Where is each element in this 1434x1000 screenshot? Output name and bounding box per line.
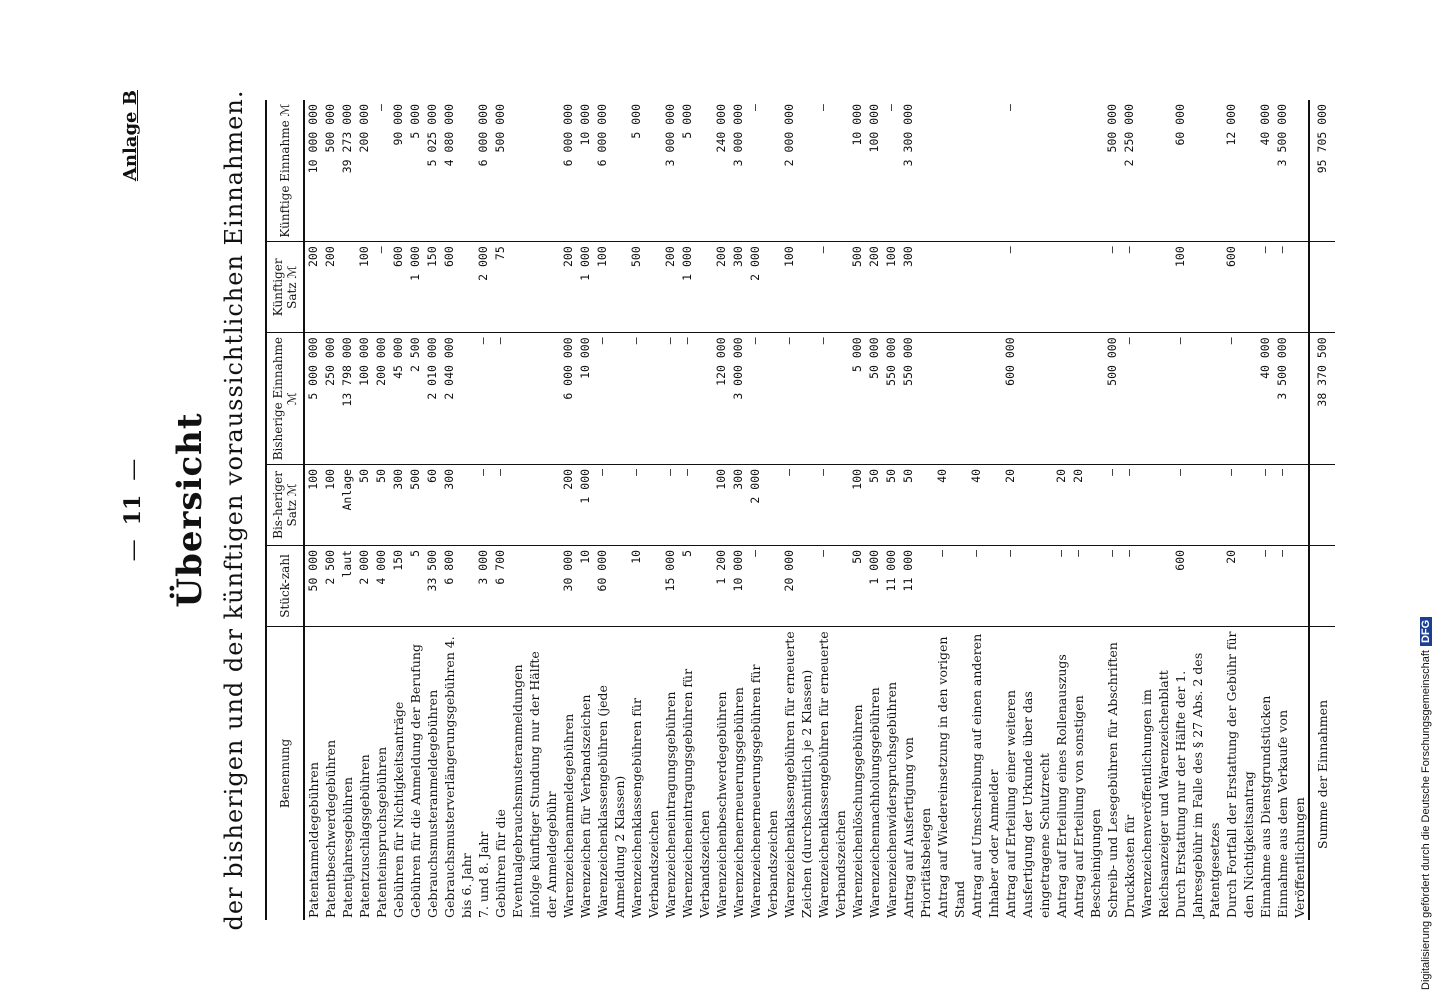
cell-old-rate: 100 (713, 464, 730, 545)
table-row (475, 100, 492, 920)
cell-old-rate: 60 (424, 464, 441, 545)
cell-old-rate: 2 000 (747, 464, 781, 545)
cell-old-income: — (815, 333, 849, 465)
cell-new-income (1070, 100, 1104, 242)
cell-name: Durch Erstattung nur der Hälfte der 1. Jahresgebühr im Falle des § 27 Abs. 2 des Patentgesetzes (1173, 652, 1222, 918)
cell-old-income (968, 333, 1002, 465)
cell-count: 10 000 (730, 545, 747, 626)
table-row (713, 100, 730, 920)
cell-old-income (934, 333, 968, 465)
cell-count: 150 (390, 545, 407, 626)
cell-name: Warenzeichenklassengebühren für erneuerte Zeichen (durchschnittlich je 2 Klassen) (782, 631, 814, 918)
funding-text: Digitalisierung gefördert durch die Deutsche Forschungsgemeinschaft (1420, 650, 1432, 990)
column-header: Künftige Einnahme ℳ (266, 100, 304, 242)
cell-old-income: — (594, 333, 628, 465)
cell-new-income: — (1002, 100, 1053, 242)
rotated-document-page (80, 80, 1380, 940)
cell-old-rate: — (781, 464, 815, 545)
cell-old-income: — (662, 333, 679, 465)
cell-name: Gebühren für Nichtigkeitsanträge (391, 701, 406, 918)
cell-count: 2 500 (322, 545, 339, 626)
column-header: Stück-zahl (266, 545, 304, 626)
table-row (679, 100, 713, 920)
cell-name: Einnahme aus Dienstgrundstücken (1258, 695, 1273, 918)
cell-name: Antrag auf Wiedereinsetzung in den vorigen Stand (935, 636, 967, 918)
cell-count: 11 000 (883, 545, 900, 626)
cell-old-income: 500 000 (1104, 333, 1121, 465)
cell-new-income: — (747, 100, 781, 242)
cell-new-rate: 75 (492, 242, 560, 333)
table-row (1172, 100, 1223, 920)
cell-old-income: 600 000 (1002, 333, 1053, 465)
cell-name: Einnahme aus dem Verkaufe von Veröffentlichungen (1275, 709, 1307, 918)
table-row (781, 100, 815, 920)
cell-new-rate: 600 (390, 242, 407, 333)
cell-old-income: 3 000 000 (730, 333, 747, 465)
cell-name: Patentanmeldegebühren (306, 762, 321, 918)
cell-old-rate: 100 (849, 464, 866, 545)
cell-name: Antrag auf Umschreibung auf einen anderen Inhaber oder Anmelder (969, 633, 1001, 918)
cell-new-income: 39 273 000 (339, 100, 356, 242)
cell-name: Warenzeichenklassengebühren für erneuerte Verbandszeichen (816, 631, 848, 918)
cell-new-income (968, 100, 1002, 242)
cell-name: Warenzeichennachholungsgebühren (867, 687, 882, 918)
cell-name: Warenzeichenerneuerungsgebühren (731, 687, 746, 918)
cell-count: — (815, 545, 849, 626)
cell-old-income: 2 040 000 (441, 333, 475, 465)
cell-new-income: 200 000 (356, 100, 373, 242)
cell-count: 6 800 (441, 545, 475, 626)
cell-old-rate: 300 (441, 464, 475, 545)
cell-count: 20 (1223, 545, 1257, 626)
total-new-income: 95 705 000 (1309, 100, 1335, 242)
cell-new-income: 4 080 000 (441, 100, 475, 242)
cell-new-rate: 2 000 (747, 242, 781, 333)
cell-new-income: 6 000 000 (560, 100, 577, 242)
cell-old-rate: 50 (900, 464, 934, 545)
cell-new-income: 2 250 000 (1121, 100, 1172, 242)
cell-new-income: 3 300 000 (900, 100, 934, 242)
cell-count: — (1121, 545, 1172, 626)
cell-new-rate: 300 (900, 242, 934, 333)
cell-new-income: 60 000 (1172, 100, 1223, 242)
cell-count: — (1070, 545, 1104, 626)
cell-old-income: — (781, 333, 815, 465)
cell-new-income: 40 000 (1257, 100, 1274, 242)
cell-old-rate: — (815, 464, 849, 545)
cell-name: Gebrauchsmusterverlängerungsgebühren 4. bis 6. Jahr (442, 636, 474, 918)
cell-new-rate: — (815, 242, 849, 333)
table-row (356, 100, 373, 920)
cell-old-income: 550 000 (900, 333, 934, 465)
cell-count: — (934, 545, 968, 626)
cell-new-rate: 200 (322, 242, 339, 333)
cell-old-rate: Anlage (339, 464, 356, 545)
cell-new-income: 2 000 000 (781, 100, 815, 242)
cell-old-income: — (747, 333, 781, 465)
cell-new-rate: 100 (356, 242, 373, 333)
cell-old-income: — (1223, 333, 1257, 465)
cell-name: Gebühren für die Eventualgebrauchsmusteranmeldungen infolge künftiger Stundung nur der Hälfte der Anmeldegebühr (493, 651, 559, 918)
cell-new-rate: 200 (560, 242, 577, 333)
cell-new-rate: 600 (1223, 242, 1257, 333)
cell-new-rate: 300 (730, 242, 747, 333)
table-row (883, 100, 900, 920)
table-row (1121, 100, 1172, 920)
table-row (577, 100, 594, 920)
cell-name: Warenzeichenklassengebühren (jede Anmeldung 2 Klassen) (595, 685, 627, 918)
column-header: Benennung (266, 626, 304, 920)
cell-new-income: 5 025 000 (424, 100, 441, 242)
cell-new-income: 5 000 (628, 100, 662, 242)
table-row (849, 100, 866, 920)
table-row (815, 100, 849, 920)
cell-new-income: 240 000 (713, 100, 730, 242)
table-header-row (266, 100, 304, 920)
cell-count: 2 000 (356, 545, 373, 626)
cell-name: Antrag auf Erteilung eines Rollenauszugs (1054, 654, 1069, 918)
cell-old-income: 5 000 000 (304, 333, 322, 465)
cell-new-rate (1070, 242, 1104, 333)
cell-old-rate: 500 (407, 464, 424, 545)
cell-name: Warenzeichenlöschungsgebühren (850, 704, 865, 918)
cell-count: 60 000 (594, 545, 628, 626)
cell-old-income: 550 000 (883, 333, 900, 465)
table-row (662, 100, 679, 920)
cell-old-rate: 100 (304, 464, 322, 545)
cell-new-income (934, 100, 968, 242)
total-row (1309, 100, 1335, 920)
table-row (968, 100, 1002, 920)
cell-new-rate: 1 000 (577, 242, 594, 333)
cell-old-rate: — (1223, 464, 1257, 545)
cell-new-rate: 200 (866, 242, 883, 333)
cell-count: 33 500 (424, 545, 441, 626)
column-header: Bisherige Einnahme ℳ (266, 333, 304, 465)
cell-new-rate: 100 (1172, 242, 1223, 333)
cell-old-income: — (1172, 333, 1223, 465)
document-title: Übersicht (170, 412, 210, 608)
total-old-income: 38 370 500 (1309, 333, 1335, 465)
cell-old-rate: — (662, 464, 679, 545)
cell-new-rate: — (1002, 242, 1053, 333)
cell-old-income: 6 000 000 (560, 333, 577, 465)
cell-name: Gebühren für die Anmeldung der Berufung (408, 644, 423, 918)
cell-old-income: 2 010 000 (424, 333, 441, 465)
cell-count: 30 000 (560, 545, 577, 626)
cell-count: 3 000 (475, 545, 492, 626)
cell-old-income: 120 000 (713, 333, 730, 465)
cell-count: 6 700 (492, 545, 560, 626)
total-label: Summe der Einnahmen (1309, 626, 1335, 920)
dfg-logo: DFG (1420, 617, 1432, 646)
cell-count: 50 000 (304, 545, 322, 626)
cell-new-rate: 500 (628, 242, 662, 333)
table-row (1274, 100, 1309, 920)
cell-new-income: 500 000 (1104, 100, 1121, 242)
cell-name: Antrag auf Erteilung einer weiteren Ausfertigung der Urkunde über das eingetragene Schutzrecht (1003, 690, 1052, 918)
cell-count: 4 000 (373, 545, 390, 626)
table-row (1053, 100, 1070, 920)
table-row (730, 100, 747, 920)
cell-name: Warenzeichenwiderspruchsgebühren (884, 681, 899, 918)
cell-old-rate: 50 (866, 464, 883, 545)
table-row (1002, 100, 1053, 920)
cell-new-income: 500 000 (322, 100, 339, 242)
cell-name: Warenzeichen für Verbandszeichen (578, 694, 593, 918)
cell-old-income: — (628, 333, 662, 465)
cell-old-rate: 50 (356, 464, 373, 545)
table-row (407, 100, 424, 920)
cell-count: — (1257, 545, 1274, 626)
cell-name: Gebrauchsmusteranmeldegebühren (425, 689, 440, 918)
cell-old-rate: 200 (560, 464, 577, 545)
table-row (1223, 100, 1257, 920)
cell-new-income: 90 000 (390, 100, 407, 242)
cell-count: — (747, 545, 781, 626)
table-row (304, 100, 322, 920)
cell-old-income: 200 000 (373, 333, 390, 465)
cell-new-income (1053, 100, 1070, 242)
cell-name: Patenteinspruchsgebühren (374, 746, 389, 918)
cell-new-rate: 500 (849, 242, 866, 333)
cell-new-income: 10 000 000 (304, 100, 322, 242)
cell-count: — (1002, 545, 1053, 626)
cell-name: Antrag auf Ausfertigung von Prioritätsbelegen (901, 737, 933, 918)
cell-name: Warenzeichenbeschwerdegebühren (714, 691, 729, 918)
cell-name: Warenzeichenanmeldegebühren (561, 713, 576, 918)
cell-name: Warenzeichenklassengebühren für Verbandszeichen (629, 698, 661, 918)
cell-new-income: 3 000 000 (662, 100, 679, 242)
cell-old-rate: 20 (1070, 464, 1104, 545)
cell-new-income: 6 000 000 (594, 100, 628, 242)
cell-name: Schreib- und Lesegebühren für Abschriften (1105, 642, 1120, 918)
cell-count: 10 (577, 545, 594, 626)
cell-old-income: 3 500 000 (1274, 333, 1309, 465)
cell-count: — (1104, 545, 1121, 626)
cell-name: 7. und 8. Jahr (476, 831, 491, 918)
table-row (492, 100, 560, 920)
cell-new-rate (339, 242, 356, 333)
document-subtitle: der bisherigen und der künftigen voraussichtlichen Einnahmen. (220, 89, 248, 931)
cell-old-rate: 1 000 (577, 464, 594, 545)
cell-new-rate: 200 (713, 242, 730, 333)
cell-old-rate: — (594, 464, 628, 545)
cell-count: — (1274, 545, 1309, 626)
cell-old-rate: 40 (968, 464, 1002, 545)
cell-count: 50 (849, 545, 866, 626)
cell-new-rate: — (1257, 242, 1274, 333)
cell-new-income: 10 000 (849, 100, 866, 242)
cell-old-income: 45 000 (390, 333, 407, 465)
annex-label: Anlage B (120, 90, 141, 182)
cell-old-income: 13 798 000 (339, 333, 356, 465)
cell-old-rate: 300 (730, 464, 747, 545)
cell-old-rate: 50 (883, 464, 900, 545)
table-row (900, 100, 934, 920)
cell-name: Druckkosten für Warenzeichenveröffentlichungen im Reichsanzeiger und Warenzeichenblatt (1122, 670, 1171, 918)
cell-new-income: 5 000 (679, 100, 713, 242)
cell-count: 600 (1172, 545, 1223, 626)
page-number: —11— (120, 458, 146, 562)
cell-new-rate (1053, 242, 1070, 333)
cell-new-rate: — (1274, 242, 1309, 333)
cell-old-income (1070, 333, 1104, 465)
cell-count: — (968, 545, 1002, 626)
cell-old-income (1053, 333, 1070, 465)
cell-count: laut (339, 545, 356, 626)
table-row (628, 100, 662, 920)
cell-old-rate: — (492, 464, 560, 545)
table-row (373, 100, 390, 920)
cell-count: 10 (628, 545, 662, 626)
cell-count: 1 200 (713, 545, 730, 626)
cell-new-income: 3 500 000 (1274, 100, 1309, 242)
cell-count: 15 000 (662, 545, 679, 626)
cell-new-rate (934, 242, 968, 333)
table-row (1104, 100, 1121, 920)
cell-old-income: — (492, 333, 560, 465)
cell-count: 11 000 (900, 545, 934, 626)
cell-new-income: 100 000 (866, 100, 883, 242)
cell-old-income: 250 000 (322, 333, 339, 465)
cell-count: 5 (679, 545, 713, 626)
table-row (1257, 100, 1274, 920)
cell-old-rate: — (1257, 464, 1274, 545)
cell-old-rate: — (628, 464, 662, 545)
cell-old-rate: 100 (322, 464, 339, 545)
cell-new-rate: 150 (424, 242, 441, 333)
cell-new-rate: 200 (662, 242, 679, 333)
cell-new-rate: 1 000 (407, 242, 424, 333)
cell-new-rate: — (373, 242, 390, 333)
cell-old-rate: 20 (1002, 464, 1053, 545)
cell-name: Durch Fortfall der Erstattung der Gebühr für den Nichtigkeitsantrag (1224, 631, 1256, 918)
cell-new-income: — (373, 100, 390, 242)
cell-old-rate: — (1104, 464, 1121, 545)
table-row (441, 100, 475, 920)
cell-name: Patentzuschlagsgebühren (357, 754, 372, 918)
cell-new-income: 500 000 (492, 100, 560, 242)
cell-old-income: — (475, 333, 492, 465)
revenue-table (265, 100, 1335, 920)
cell-new-income: 6 000 000 (475, 100, 492, 242)
cell-old-income: 10 000 (577, 333, 594, 465)
cell-new-rate: 2 000 (475, 242, 492, 333)
cell-old-rate: 50 (373, 464, 390, 545)
cell-old-rate: — (1121, 464, 1172, 545)
table-row (747, 100, 781, 920)
cell-name: Patentbeschwerdegebühren (323, 739, 338, 918)
table-row (594, 100, 628, 920)
cell-old-rate: — (1172, 464, 1223, 545)
cell-old-income: 100 000 (356, 333, 373, 465)
cell-new-rate: 200 (304, 242, 322, 333)
cell-name: Warenzeicheneintragungsgebühren für Verbandszeichen (680, 668, 712, 918)
table-row (322, 100, 339, 920)
cell-old-rate: 300 (390, 464, 407, 545)
table-row (424, 100, 441, 920)
table-row (390, 100, 407, 920)
cell-new-rate: — (1121, 242, 1172, 333)
cell-new-rate: 1 000 (679, 242, 713, 333)
cell-name: Warenzeichenerneuerungsgebühren für Verbandszeichen (748, 664, 780, 918)
table-row (1070, 100, 1104, 920)
cell-old-income: — (1121, 333, 1172, 465)
table-row (560, 100, 577, 920)
cell-new-rate: 100 (594, 242, 628, 333)
column-header: Bis-heriger Satz ℳ (266, 464, 304, 545)
cell-old-income: 2 500 (407, 333, 424, 465)
cell-new-rate (968, 242, 1002, 333)
cell-name: Antrag auf Erteilung von sonstigen Bescheinigungen (1071, 695, 1103, 918)
table-row (866, 100, 883, 920)
cell-new-income: 10 000 (577, 100, 594, 242)
cell-old-income: — (679, 333, 713, 465)
cell-name: Patentjahresgebühren (340, 777, 355, 918)
cell-name: Warenzeicheneintragungsgebühren (663, 691, 678, 918)
cell-old-rate: — (679, 464, 713, 545)
table-row (934, 100, 968, 920)
cell-new-rate: 100 (883, 242, 900, 333)
cell-count: — (1053, 545, 1070, 626)
cell-new-income: 12 000 (1223, 100, 1257, 242)
cell-new-income: 3 000 000 (730, 100, 747, 242)
table-row (339, 100, 356, 920)
cell-old-rate: 20 (1053, 464, 1070, 545)
cell-count: 5 (407, 545, 424, 626)
cell-new-rate: 600 (441, 242, 475, 333)
cell-new-income: 5 000 (407, 100, 424, 242)
cell-old-income: 50 000 (866, 333, 883, 465)
cell-new-rate: 100 (781, 242, 815, 333)
cell-old-rate: — (1274, 464, 1309, 545)
cell-old-rate: 40 (934, 464, 968, 545)
cell-new-income: — (883, 100, 900, 242)
cell-count: 20 000 (781, 545, 815, 626)
funding-note (1420, 617, 1432, 990)
cell-old-rate: — (475, 464, 492, 545)
cell-count: 1 000 (866, 545, 883, 626)
column-header: Künftiger Satz ℳ (266, 242, 304, 333)
cell-old-income: 40 000 (1257, 333, 1274, 465)
cell-new-income: — (815, 100, 849, 242)
cell-old-income: 5 000 (849, 333, 866, 465)
cell-new-rate: — (1104, 242, 1121, 333)
